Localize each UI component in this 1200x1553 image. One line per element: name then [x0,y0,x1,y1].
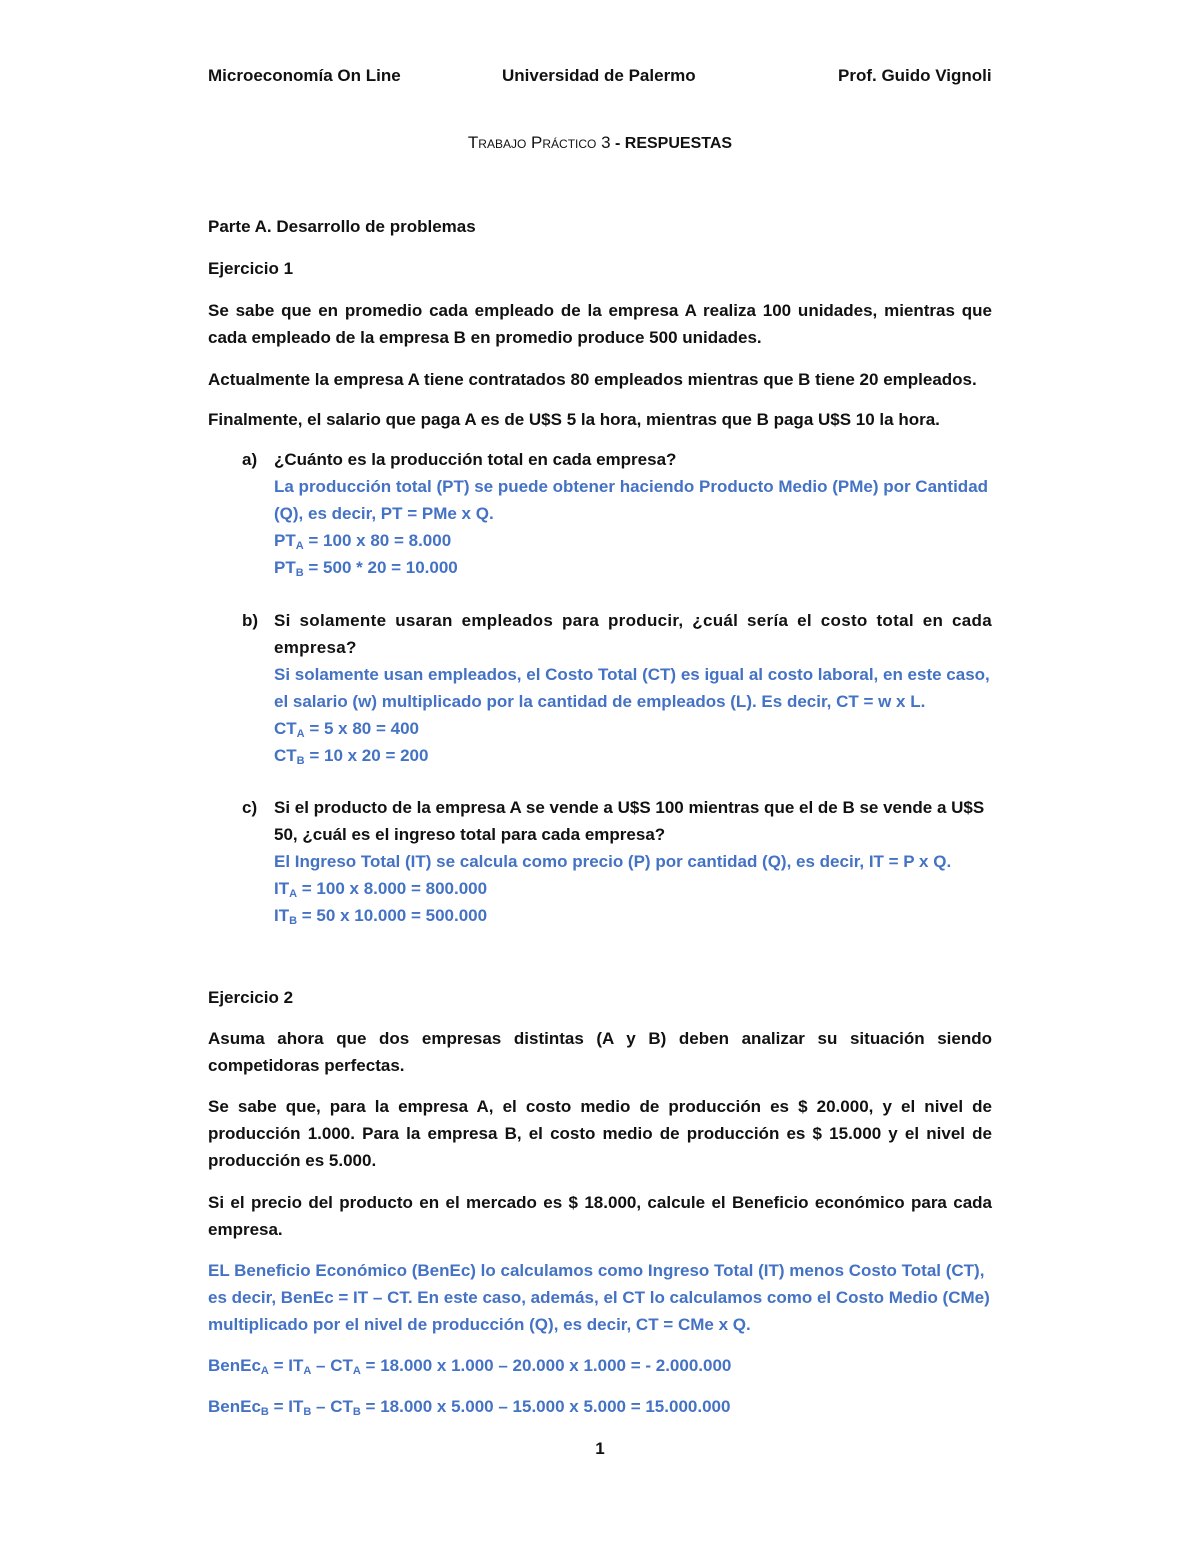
document-title: Trabajo Práctico 3 - RESPUESTAS [467,133,733,152]
answer-c-text: El Ingreso Total (IT) se calcula como precio (P) por cantidad (Q), es decir, IT = P x Q. [274,852,952,871]
answer-b-text: Si solamente usan empleados, el Costo Total (CT) es igual al costo laboral, en este caso, el salario (w) multiplicado por la cantidad de empleados (L). Es decir, CT = w x L. [274,665,990,711]
answer-b-line-1: $CT_A = 5$ x 80 = 400 [274,719,420,740]
exercise-1-paragraph-2: Actualmente la empresa A tiene contratados 80 empleados mientras que B tiene 20 empleados. [208,370,977,389]
answer-c-line-2: $IT_B = 50$ x 10.000 = 500.000 [274,906,488,927]
exercise-2-result-a: BenEc$_A$ = $IT_A - CT_A = 18.000$ x 1.000 – 20.000 x 1.000 = - 2.000.000 [208,1356,732,1377]
page-number: 1 [595,1439,605,1458]
header-professor: Prof. Guido Vignoli [838,66,992,85]
answer-a-line-2: $PT_B = 500 * 20 = 10.000$ [274,558,458,579]
header-course: Microeconomía On Line [208,66,401,85]
answer-a-line-1: $PT_A = 100$ x 80 = 8.000 [274,531,452,552]
exercise-2-result-b: BenEc$_B$ = $IT_B - CT_B = 18.000$ x 5.000 – 15.000 x 5.000 = 15.000.000 [208,1397,731,1418]
answer-a-text: La producción total (PT) se puede obtener haciendo Producto Medio (PMe) por Cantidad (Q), es decir, PT = PMe x Q. [274,477,989,523]
exercise-2-paragraph-3: Si el precio del producto en el mercado es $ 18.000, calcule el Beneficio económico para cada empresa. [208,1193,992,1239]
exercise-1-paragraph-1: Se sabe que en promedio cada empleado de la empresa A realiza 100 unidades, mientras que cada empleado de la empresa B en promedio produce 500 unidades. [208,301,992,347]
header-university: Universidad de Palermo [502,66,696,85]
exercise-2-paragraph-1: Asuma ahora que dos empresas distintas (A y B) deben analizar su situación siendo competidoras perfectas. [208,1029,992,1075]
answer-c-line-1: $IT_A = 100$ x 8.000 = 800.000 [274,879,488,900]
question-c-text: Si el producto de la empresa A se vende a U$S 100 mientras que el de B se vende a U$S 50, ¿cuál es el ingreso total para cada empresa? [274,798,985,844]
question-b-text: Si solamente usaran empleados para producir, ¿cuál sería el costo total en cada empresa? [274,611,992,657]
question-c-label: c) [242,798,258,817]
exercise-2-heading: Ejercicio 2 [208,988,294,1007]
question-a-label: a) [242,450,258,469]
exercise-2-paragraph-2: Se sabe que, para la empresa A, el costo medio de producción es $ 20.000, y el nivel de producción 1.000. Para la empresa B, el costo medio de producción es $ 15.000 y el nivel de producción es 5.000. [208,1097,992,1170]
question-b-label: b) [242,611,259,630]
exercise-2-answer: EL Beneficio Económico (BenEc) lo calculamos como Ingreso Total (IT) menos Costo Total (CT), es decir, BenEc = IT – CT. En este caso, además, el CT lo calculamos como el Costo Medio (CMe) multiplicado por el nivel de producción (Q), es decir, CT = CMe x Q. [208,1261,990,1334]
answer-b-line-2: $CT_B = 10$ x 20 = 200 [274,746,429,767]
exercise-1-heading: Ejercicio 1 [208,259,294,278]
question-a-text: ¿Cuánto es la producción total en cada empresa? [274,450,677,469]
section-heading: Parte A. Desarrollo de problemas [208,217,476,236]
exercise-1-paragraph-3: Finalmente, el salario que paga A es de U$S 5 la hora, mientras que B paga U$S 10 la hora. [208,410,940,429]
